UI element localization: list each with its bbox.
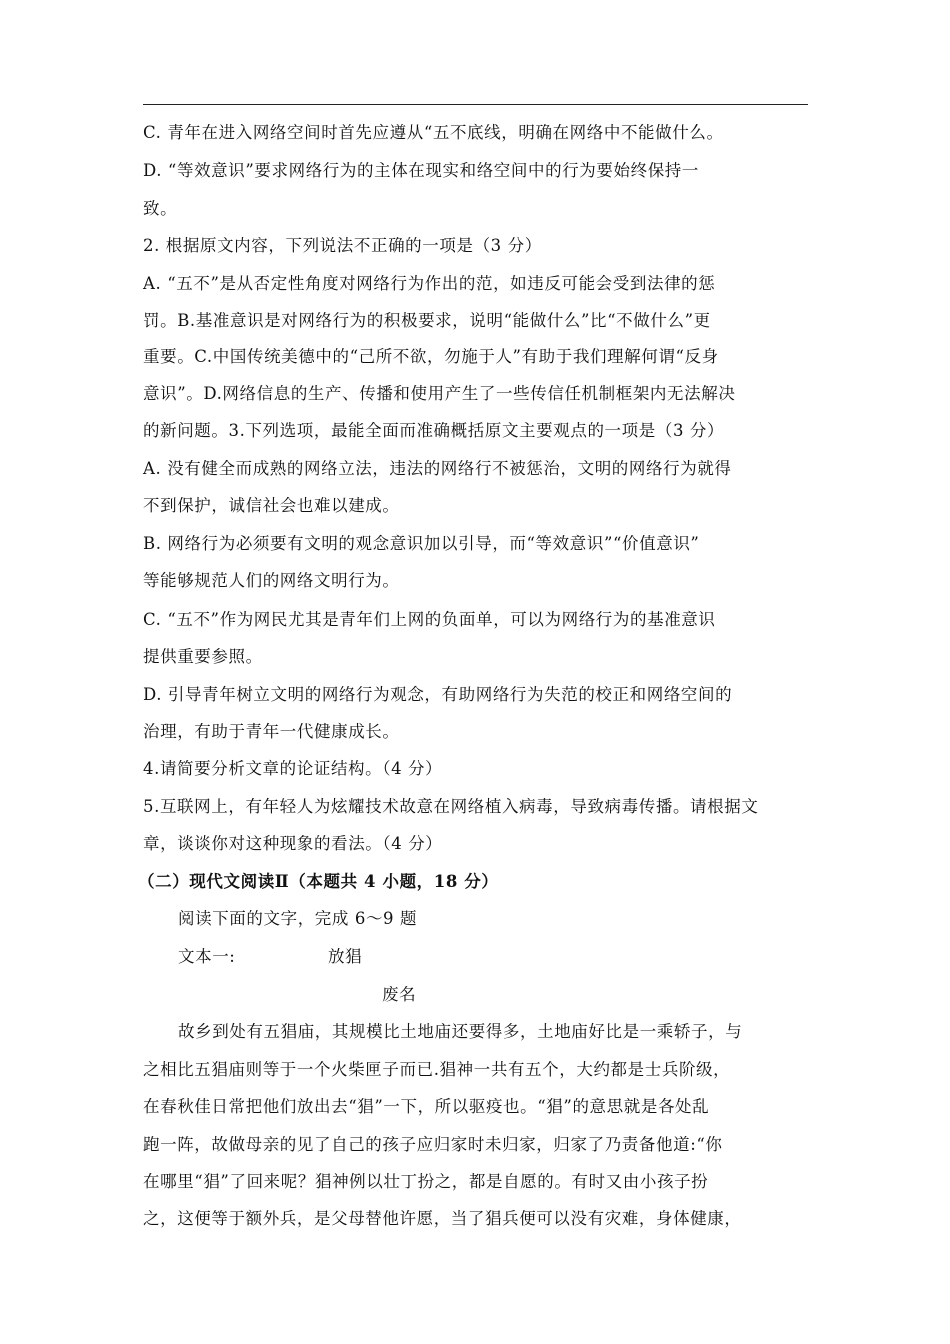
text-one-label: 文本一:: [178, 947, 236, 966]
q2-line-1: A. “五不”是从否定性角度对网络行为作出的范，如违反可能会受到法律的惩: [143, 274, 716, 293]
q3-option-d: D. 引导青年树立文明的网络行为观念，有助网络行为失范的校正和网络空间的: [143, 685, 733, 704]
header-rule: [143, 104, 808, 105]
body-line-3: 在春秋佳日常把他们放出去“猖”一下，所以驱疫也。“猖”的意思就是各处乱: [143, 1097, 710, 1116]
q3-option-c-cont: 提供重要参照。: [143, 647, 263, 666]
body-line-1: 故乡到处有五猖庙，其规模比土地庙还要得多，土地庙好比是一乘轿子，与: [178, 1022, 743, 1041]
option-d-cont: 致。: [143, 199, 178, 218]
article-title: 放猖: [328, 947, 363, 966]
body-line-5: 在哪里“猖”了回来呢？猖神例以壮丁扮之，都是自愿的。有时又由小孩子扮: [143, 1172, 709, 1191]
instruction: 阅读下面的文字，完成 6～9 题: [178, 909, 418, 928]
option-d-line: D. “等效意识”要求网络行为的主体在现实和络空间中的行为要始终保持一: [143, 161, 700, 180]
question-4: 4.请简要分析文章的论证结构。（4 分）: [143, 759, 443, 778]
article-author: 废名: [382, 985, 417, 1004]
q3-option-a: A. 没有健全而成熟的网络立法，违法的网络行不被惩治，文明的网络行为就得: [143, 459, 732, 478]
q2-line-2: 罚。B.基准意识是对网络行为的积极要求，说明“能做什么”比“不做什么”更: [143, 311, 711, 330]
body-line-4: 跑一阵，故做母亲的见了自己的孩子应归家时未归家，归家了乃责备他道:“你: [143, 1135, 723, 1154]
q3-option-a-cont: 不到保护，诚信社会也难以建成。: [143, 496, 400, 515]
section-heading: （二）现代文阅读Ⅱ（本题共 4 小题，18 分）: [138, 872, 499, 891]
q3-option-b: B. 网络行为必须要有文明的观念意识加以引导，而“等效意识”“价值意识”: [143, 534, 700, 553]
q3-option-d-cont: 治理，有助于青年一代健康成长。: [143, 722, 400, 741]
q2-line-3: 重要。C.中国传统美德中的“己所不欲，勿施于人”有助于我们理解何谓“反身: [143, 347, 719, 366]
q3-option-c: C. “五不”作为网民尤其是青年们上网的负面单，可以为网络行为的基准意识: [143, 610, 716, 629]
q3-option-b-cont: 等能够规范人们的网络文明行为。: [143, 571, 400, 590]
question-5-cont: 章，谈谈你对这种现象的看法。（4 分）: [143, 834, 443, 853]
question-2: 2. 根据原文内容，下列说法不正确的一项是（3 分）: [143, 236, 542, 255]
q2-line-5: 的新问题。3.下列选项，最能全面而准确概括原文主要观点的一项是（3 分）: [143, 421, 725, 440]
body-line-6: 之，这便等于额外兵，是父母替他许愿，当了猖兵便可以没有灾难，身体健康，: [143, 1209, 742, 1228]
option-c-line: C. 青年在进入网络空间时首先应遵从“五不底线，明确在网络中不能做什么。: [143, 123, 724, 142]
question-5: 5.互联网上，有年轻人为炫耀技术故意在网络植入病毒，导致病毒传播。请根据文: [143, 797, 759, 816]
q2-line-4: 意识”。D.网络信息的生产、传播和使用产生了一些传信任机制框架内无法解决: [143, 384, 736, 403]
body-line-2: 之相比五猖庙则等于一个火柴匣子而已.猖神一共有五个，大约都是士兵阶级，: [143, 1060, 731, 1079]
